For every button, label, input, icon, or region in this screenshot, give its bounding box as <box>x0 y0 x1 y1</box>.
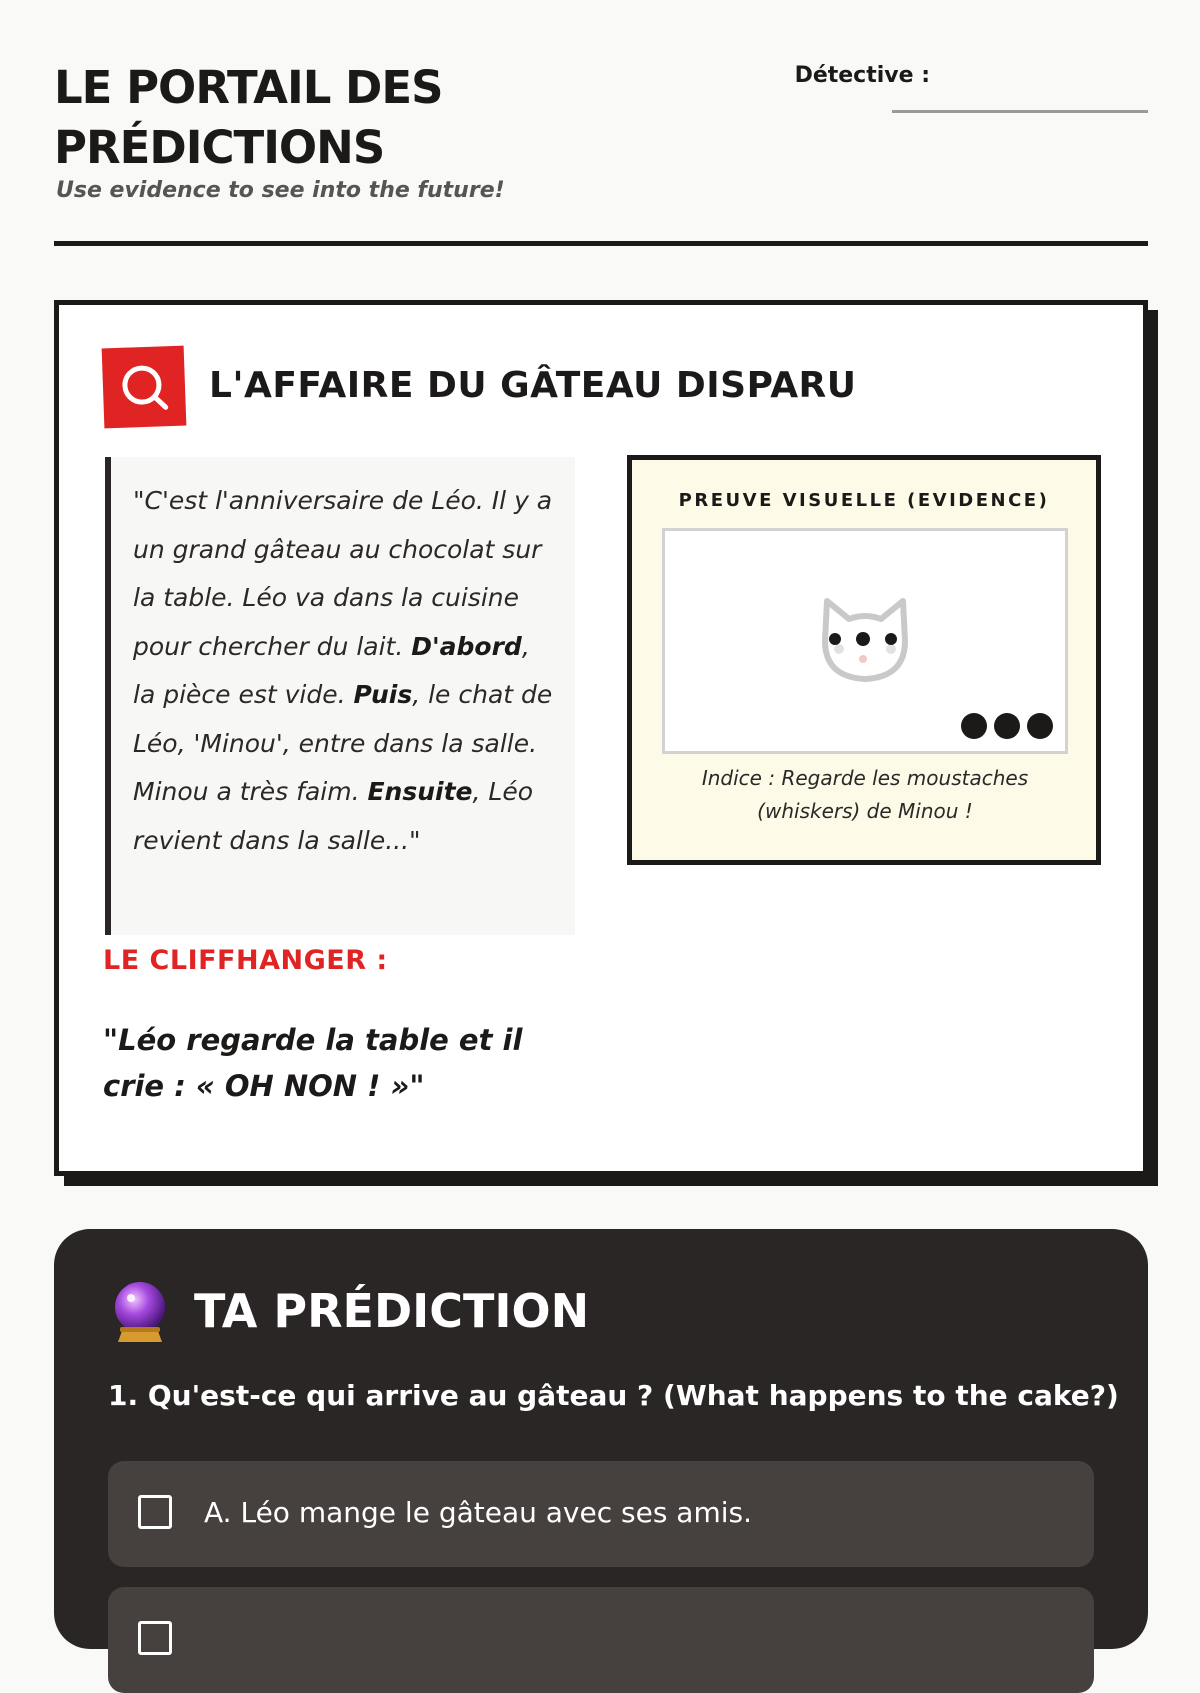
crystal-ball-icon <box>110 1281 170 1345</box>
evidence-title: PREUVE VISUELLE (EVIDENCE) <box>678 490 1050 511</box>
worksheet-header <box>54 50 1148 246</box>
story-part-1: "C'est l'anniversaire de Léo. Il y a un grand gâteau au chocolat sur la table. Léo va dans la cuisine pour chercher du lait. <box>133 486 553 661</box>
cat-face-icon <box>817 593 913 685</box>
page-subtitle: Use evidence to see into the future! <box>56 178 505 203</box>
cliffhanger-quote: "Léo regarde la table et il crie : « OH NON ! »" <box>103 1023 523 1103</box>
story-text <box>105 457 575 935</box>
visual-evidence-box <box>627 455 1101 865</box>
answer-option-a[interactable] <box>108 1461 1094 1567</box>
evidence-hint: Indice : Regarde les moustaches (whiskers) de Minou ! <box>701 766 1029 823</box>
chocolate-crumbs <box>961 713 1053 739</box>
sequence-word-ensuite: Ensuite <box>367 777 473 806</box>
detective-label: Détective : <box>794 63 930 88</box>
detective-name-field[interactable] <box>892 110 1148 113</box>
sequence-word-puis: Puis <box>353 680 413 709</box>
question-1: 1. Qu'est-ce qui arrive au gâteau ? (What happens to the cake?) <box>108 1379 1119 1412</box>
checkbox[interactable] <box>138 1495 172 1529</box>
sequence-word-dabord: D'abord <box>411 631 522 661</box>
case-title: L'AFFAIRE DU GÂTEAU DISPARU <box>209 365 857 406</box>
crumb <box>994 713 1020 739</box>
checkbox[interactable] <box>138 1621 172 1655</box>
crumb <box>1027 713 1053 739</box>
story-part-2: , la pièce est vide. <box>133 631 530 709</box>
search-icon <box>102 346 187 429</box>
prediction-title: TA PRÉDICTION <box>194 1284 590 1338</box>
crumb <box>961 713 987 739</box>
answer-option-b[interactable] <box>108 1587 1094 1693</box>
prediction-section <box>54 1229 1148 1649</box>
page-title: LE PORTAIL DES PRÉDICTIONS <box>54 61 443 174</box>
story-part-3: , le chat de Léo, 'Minou', entre dans la salle. Minou a très faim. <box>133 680 553 806</box>
case-card <box>54 300 1148 1176</box>
cliffhanger-label: LE CLIFFHANGER : <box>103 945 388 976</box>
option-label: A. Léo mange le gâteau avec ses amis. <box>204 1496 753 1529</box>
evidence-image <box>662 528 1068 754</box>
story-part-4: , Léo revient dans la salle..." <box>133 777 533 855</box>
